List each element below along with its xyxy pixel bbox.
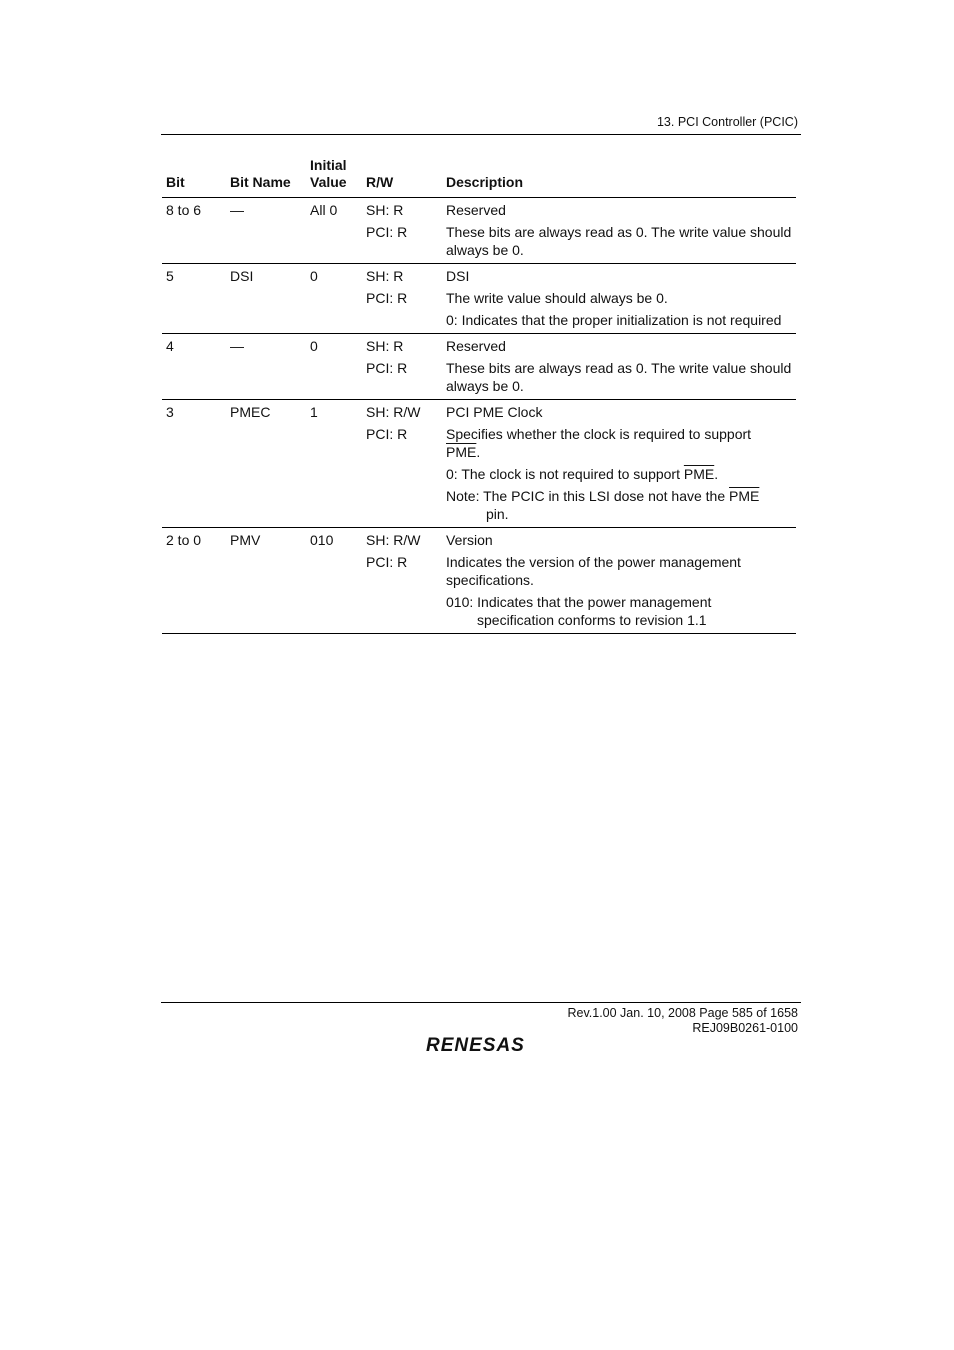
pme-signal: $\overline{PME}$: [683, 466, 715, 482]
cell-bit-name: PMEC: [226, 400, 306, 528]
cell-rw: SH: R PCI: R: [362, 198, 442, 264]
col-rw: R/W: [362, 157, 442, 198]
table-row: [162, 528, 796, 634]
page-footer: [567, 1006, 798, 1036]
pme-signal: $\overline{PME}$: [729, 488, 760, 504]
table-row: [162, 334, 796, 400]
cell-bit-name: DSI: [226, 264, 306, 334]
cell-bit: 2 to 0: [162, 528, 226, 634]
cell-description: Version Indicates the version of the power management specifications. 010: Indicates that the power management specification conforms to revision 1.1: [442, 528, 796, 634]
cell-bit-name: —: [226, 334, 306, 400]
footer-revision: Rev.1.00 Jan. 10, 2008 Page 585 of 1658: [567, 1006, 798, 1020]
cell-rw: SH: R PCI: R: [362, 264, 442, 334]
col-bit-name: Bit Name: [226, 157, 306, 198]
table-row: [162, 400, 796, 528]
cell-rw: SH: R/W PCI: R: [362, 528, 442, 634]
pme-signal: $\overline{PME}$: [446, 444, 477, 460]
cell-bit: 5: [162, 264, 226, 334]
cell-initial: 010: [306, 528, 362, 634]
header-rule: [161, 134, 801, 135]
cell-initial: 0: [306, 334, 362, 400]
cell-description: Reserved These bits are always read as 0. The write value should always be 0.: [442, 334, 796, 400]
table-header-row: [162, 157, 796, 198]
col-initial-value: Initial Value: [306, 157, 362, 198]
cell-initial: 1: [306, 400, 362, 528]
cell-initial: All 0: [306, 198, 362, 264]
cell-description: DSI The write value should always be 0. 0: Indicates that the proper initialization is not required: [442, 264, 796, 334]
cell-rw: SH: R PCI: R: [362, 334, 442, 400]
footer-rule: [161, 1002, 801, 1003]
cell-initial: 0: [306, 264, 362, 334]
page-header-section: 13. PCI Controller (PCIC): [656, 115, 798, 129]
table-row: [162, 264, 796, 334]
cell-bit: 8 to 6: [162, 198, 226, 264]
footer-doc-number: REJ09B0261-0100: [692, 1021, 798, 1035]
renesas-logo: [424, 1032, 542, 1057]
cell-bit: 4: [162, 334, 226, 400]
cell-description: PCI PME Clock Specifies whether the clock is required to support $\overline{PME}$. 0: The clock is not required to support $\overline{PME}$. Note: The PCIC in this LSI dose not have the $\overline{PME}$ pin.: [442, 400, 796, 528]
table-row: [162, 198, 796, 264]
col-description: Description: [442, 157, 796, 198]
cell-bit-name: PMV: [226, 528, 306, 634]
svg-text:RENESAS: RENESAS: [426, 1035, 525, 1054]
cell-bit-name: —: [226, 198, 306, 264]
col-bit: Bit: [162, 157, 226, 198]
cell-description: Reserved These bits are always read as 0. The write value should always be 0.: [442, 198, 796, 264]
register-bit-table: [162, 157, 796, 634]
cell-rw: SH: R/W PCI: R: [362, 400, 442, 528]
cell-bit: 3: [162, 400, 226, 528]
